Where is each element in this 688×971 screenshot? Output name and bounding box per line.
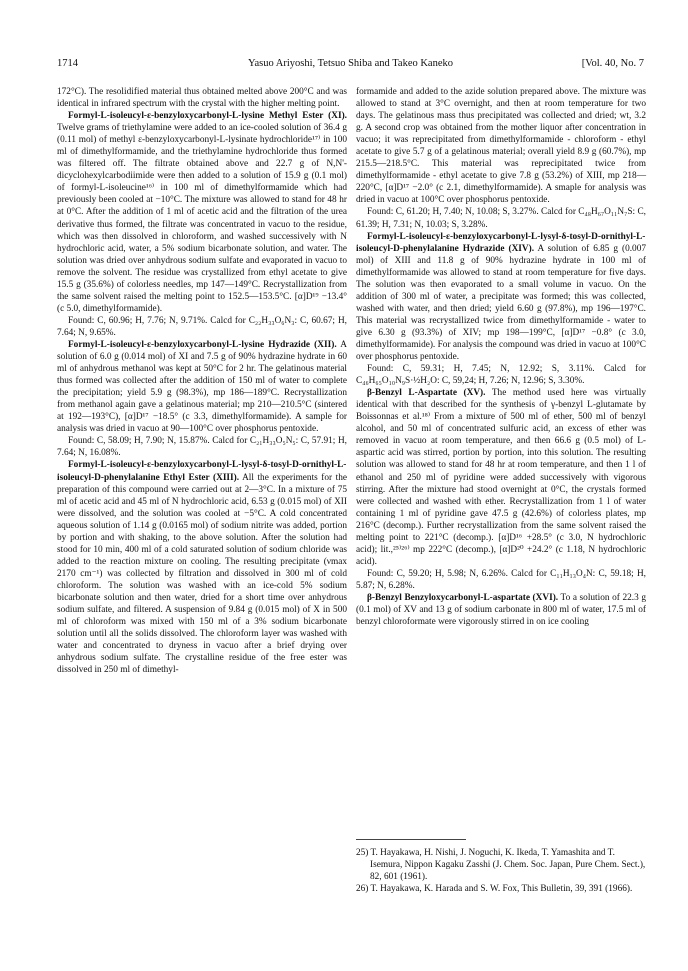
compound-heading: Formyl-L-isoleucyl-ε-benzyloxycarbonyl-L-lysyl-δ-tosyl-D-ornithyl-L-isoleucyl-D-phenylalanine Ethyl Ester (XIII). [57,460,347,483]
volume-info: [Vol. 40, No. 7 [581,58,644,69]
paragraph-text: Found: C, 61.20; H, 7.40; N, 10.08; S, 3.27%. Calcd for C₄₈H₆₇O₁₁N₇S: C, 61.39; H, 7.31; N, 10.03; S, 3.28%. [356,207,646,230]
paragraph [57,435,347,459]
paragraph-text: 172°C). The resolidified material thus obtained melted above 200°C and was identical in infrared spectrum with the crystal with the higher melting point. [57,87,347,110]
paragraph-text: A solution of 6.85 g (0.007 mol) of XIII and 11.8 g of 90% hydrazine hydrate in 100 ml of dimethylformamide was allowed to stand at room temperature for five days. The solution was then evaporated to a small volume in vacuo. On the addition of 300 ml of water, a precipitate was formed; this was collected, washed with water, and then dried; yield 6.60 g (97.8%), mp 196—197°C. This material was recrystallized twice from dimethylformamide - water to give 6.30 g (93.3%) of XIV; mp 198—199°C, [α]D¹⁷ −0.8° (c 3.0, dimethylformamide). For analysis the compound was dried in vacuo at 100°C over phosphorus pentoxide. [356,243,646,363]
page-number: 1714 [57,58,78,69]
paragraph [356,387,646,568]
paragraph [356,231,646,364]
paragraph-text: The method used here was virtually identical with that described for the synthesis of γ-benzyl L-glutamate by Boissonnas et al.¹⁸⁾ From a mixture of 500 ml of ether, 500 ml of benzyl alcohol, and 50 ml of concentrated sulfuric acid, an excess of ether was removed in vacuo at room temperature, and then 66.6 g (0.5 mol) of L-aspartic acid was stirred, portion by portion, into this solution. The resulting solution was allowed to stand for 48 hr at room temperature, and then 1 l of ethanol and 250 ml of pyridine were added successively with vigorous stirring. After the mixture had stood overnight at 0°C, the crystals formed were collected and washed with ether. Recrystallization from 1 l of water containing 1 ml of pyridine gave 47.5 g (42.6%) of colorless plates, mp 216°C (decomp.). Further recrystallization from the same solvent raised the melting point to 221°C (decomp.). [α]D¹⁶ +28.5° (c 3.0, N hydrochloric acid); lit.,²⁵⁾²⁶⁾ mp 222°C (decomp.), [α]D²⁰ +24.2° (c 1.18, N hydrochloric acid). [356,388,647,567]
paragraph [57,110,347,315]
footnotes [356,839,646,895]
paragraph-text: Found: C, 59.31; H, 7.45; N, 12.92; S, 3.11%. Calcd for C₄₆H₆₅O₁₀N₉S·½H₂O: C, 59,24; H, 7.26; N, 12.96; S, 3.30%. [356,364,646,387]
compound-heading: Formyl-L-isoleucyl-ε-benzyloxycarbonyl-L-lysine Hydrazide (XII). [68,339,337,350]
left-column [57,86,347,676]
compound-heading: Formyl-L-isoleucyl-ε-benzyloxycarbonyl-L-lysyl-δ-tosyl-D-ornithyl-L-isoleucyl-D-phenylalanine Hydrazide (XIV). [356,231,646,254]
paragraph [57,459,347,676]
paragraph-text: A solution of 6.0 g (0.014 mol) of XI and 7.5 g of 90% hydrazine hydrate in 60 ml of anhydrous methanol was kept at 50°C for 2 hr. The gelatinous material thus formed was collected after the addition of 150 ml of water to complete the precipitation; yield 5.9 g (98.3%), mp 186—189°C. Recrystallization from methanol again gave a gelatinous material; mp 210—210.5°C (sintered at 192—193°C), [α]D¹⁷ −18.5° (c 3.3, dimethylformamide). A sample for analysis was dried in vacuo at 90—100°C over phosphorus pentoxide. [57,339,347,435]
right-column [356,86,646,628]
paragraph-text: To a solution of 22.3 g (0.1 mol) of XV and 13 g of sodium carbonate in 800 ml of water, 17.5 ml of benzyl chloroformate were vigorously stirred in on ice cooling [356,592,646,628]
paragraph-text: Twelve grams of triethylamine were added to an ice-cooled solution of 36.4 g (0.11 mol) of methyl ε-benzyloxycarbonyl-L-lysinate hydrochloride¹⁷⁾ in 100 ml of dimethylformamide, and the triethylamine hydrochloride thus formed was filtered off. The filtrate obtained above and 22.7 g of N,N'-dicyclohexylcarbodiimide were then added to a solution of 15.9 g (0.1 mol) of formyl-L-isoleucine¹⁶⁾ in 100 ml of dimethylformamide which had previously been cooled at −10°C. The mixture was allowed to stand for 48 hr at 0°C. After the addition of 1 ml of acetic acid and the filtration of the urea derivative thus formed, the filtrate was concentrated in vacuo to the residue, which was then dissolved in chloroform, and washed successively with N hydrochloric acid, water, a 5% sodium bicarbonate solution, and water. The solution was dried over anhydrous sodium sulfate and evaporated in vacuo to remove the solvent. The residue was crystallized from ethyl acetate to give 15.5 g (35.6%) of colorless needles, mp 147—149°C. Recrystallization from the same solvent raised the melting point to 152.5—153.5°C. [α]D¹⁹ −13.4° (c 5.0, dimethylformamide). [57,123,347,314]
paragraph [57,315,347,339]
paragraph-text: All the experiments for the preparation of this compound were carried out at 2—3°C. In a mixture of 75 ml of acetic acid and 45 ml of N hydrochloric acid, 6.53 g (0.015 mol) of XII were dissolved, and the solution was cooled at −5°C. A cold concentrated aqueous solution of 1.14 g (0.0165 mol) of sodium nitrite was added, portion by portion and with shaking, to the above solution. After the solution had stood for 10 min, 400 ml of a cold saturated solution of sodium chloride was added to the reaction mixture on cooling. The resulting precipitate (νmax 2170 cm⁻¹) was collected by filtration and dissolved in 300 ml of cold chloroform. The solution was washed with an ice-cold 5% sodium bicarbonate solution and then water, dried for a short time over anhydrous sodium sulfate, and filtered. A suspension of 9.84 g (0.015 mol) of X in 500 ml of chloroform was mixed with 150 ml of a 3% sodium bicarbonate solution until all the solids dissolved. The chloroform layer was washed with water and concentrated to dryness in vacuo after a brief drying over anhydrous sodium sulfate. The crystalline residue of the free ester was dissolved in 250 ml of dimethyl- [57,472,347,676]
footnote-rule [356,839,466,840]
paragraph-text: Found: C, 58.09; H, 7.90; N, 15.87%. Calcd for C₂₁H₃₃O₅N₅: C, 57.91; H, 7.64; N, 16.08%. [57,436,347,459]
footnote-26: 26) T. Hayakawa, K. Harada and S. W. Fox, This Bulletin, 39, 391 (1966). [356,884,633,894]
paragraph [57,339,347,435]
paragraph [57,86,347,110]
paragraph [356,86,646,206]
compound-heading: β-Benzyl Benzyloxycarbonyl-L-aspartate (XVI). [367,592,559,603]
paragraph-text: Found: C, 60.96; H, 7.76; N, 9.71%. Calcd for C₂₂H₃₃O₆N₃: C, 60.67; H, 7.64; N, 9.65%. [57,315,347,338]
compound-heading: Formyl-L-isoleucyl-ε-benzyloxycarbonyl-L-lysine Methyl Ester (XI). [68,111,347,122]
paragraph [356,363,646,387]
running-authors: Yasuo Ariyoshi, Tetsuo Shiba and Takeo Kaneko [247,58,454,69]
compound-heading: β-Benzyl L-Aspartate (XV). [367,388,486,399]
paragraph-text: formamide and added to the azide solution prepared above. The mixture was allowed to stand at 3°C overnight, and then at room temperature for two days. The gelatinous mass thus precipitated was collected and dried; wt, 3.2 g. A second crop was obtained from the mother liquor after concentration in vacuo; it was reprecipitated from dimethylformamide - chloroform - ethyl acetate to give 5.7 g of a gelatinous material; overall yield 8.9 g (60.7%), mp 215.5—218.5°C. This material was reprecipitated twice from dimethylformamide - ethyl acetate to give 7.8 g (53.2%) of XIII, mp 218—220°C, [α]D¹⁷ −2.0° (c 2.1, dimethylformamide). A smaple for analysis was dried in vacuo at 100°C over phosphorus pentoxide. [356,87,646,206]
paragraph-text: Found: C, 59.20; H, 5.98; N, 6.26%. Calcd for C₁₁H₁₃O₄N: C, 59.18; H, 5.87; N, 6.28%. [356,568,646,591]
footnote-25: 25) T. Hayakawa, H. Nishi, J. Noguchi, K. Ikeda, T. Yamashita and T. Isemura, Nippon Kagaku Zasshi (J. Chem. Soc. Japan, Pure Chem. Sect.), 82, 601 (1961). [356,848,646,882]
paragraph [356,568,646,592]
paragraph [356,592,646,628]
paragraph [356,206,646,230]
page-header [57,58,644,74]
